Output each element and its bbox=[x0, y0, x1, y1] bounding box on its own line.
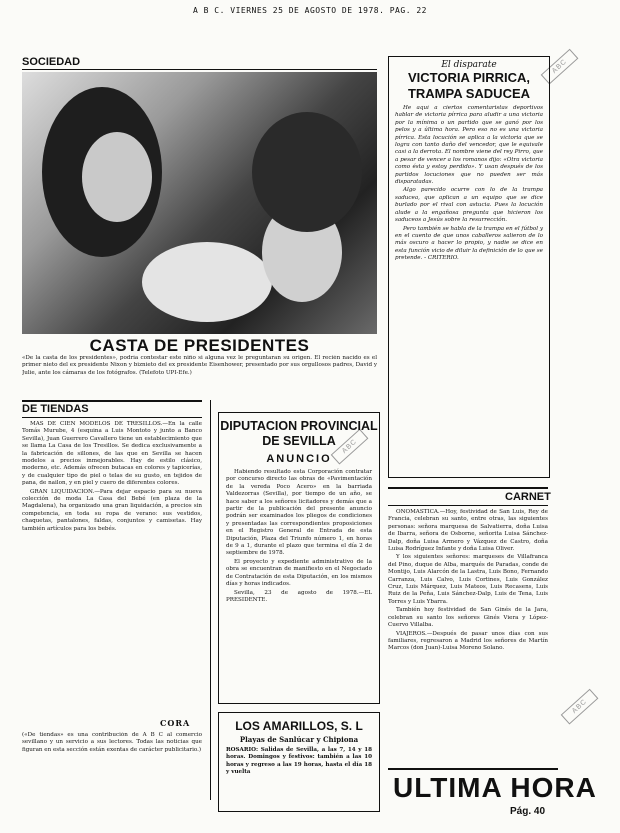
divider bbox=[388, 505, 548, 506]
photo-figure bbox=[142, 242, 272, 322]
paragraph: He aquí a ciertos comentaristas deportivos hablar de victoria pírrica para aludir a una victoria por la mínima o un partido que se ganó por los pelos y a última hora. Pero eso no es una victoria pírrica. Esta locución se aplica a la victoria que se logra con tanto daño del vencedor, que le equivale casi a la derrota. El nombre viene del rey Pirro, que a pesar de vencer a los romanos dijo: «Otra victoria como ésta y estoy perdido». Y usan después de los partidos locuciones que no pueden ser más disparatadas. bbox=[395, 105, 543, 186]
divider bbox=[22, 417, 202, 418]
amarillos-ad bbox=[218, 712, 380, 812]
page-header: A B C. VIERNES 25 DE AGOSTO DE 1978. PAG. 22 bbox=[193, 6, 427, 15]
ultima-hora-title: ULTIMA HORA bbox=[393, 772, 597, 803]
tiendas-body bbox=[22, 421, 202, 721]
section-label-sociedad: SOCIEDAD bbox=[22, 56, 81, 68]
photo-figure bbox=[82, 132, 152, 222]
disparate-title-1: VICTORIA PIRRICA, bbox=[407, 70, 531, 85]
anuncio-label: ANUNCIO bbox=[266, 453, 332, 465]
paragraph: GRAN LIQUIDACION.—Para dejar espacio para su nueva colección de moda La Casa del Bebé (en plaza de la Magdalena), ha organizado una gran liquidación, a precios sin competencia, en toda su ropa de verano: sus vestidos, chaquetas, pantalones, faldas, conjuntos y camisetas. Hay también artículos para los bebés. bbox=[22, 488, 202, 532]
paragraph: MAS DE CIEN MODELOS DE TRESILLOS.—En la calle Tomás Murube, 4 (esquina a Luis Montoto y junto a Banco Sevilla), Juan Guerrero Cavallero tiene un establecimiento que se llama La Casa de los Tresillos. Se dedica exclusivamente a la fabricación de sillones, de las que en Sevilla se hacen modelos a precios inmejorables. Hay de estilo clásico, moderno, etc. Además ofrecen butacas en colores y tapicerías, y de cualquier tipo de piel o telas de su gusto, en tejidos de pana, de nailon, y en piel y cuero de diferentes colores. bbox=[22, 421, 202, 487]
paragraph: Habiendo resultado esta Corporación contratar por concurso directo las obras de «Pavimentación de la vereda Poco Acero» en la barriada Valdezorras (Sevilla), por tiempo de un año, se hace saber a los señores licitadores y demás que a partir de la publicación del presente anuncio podrán ser examinados los pliegos de condiciones y presentadas las correspondientes proposiciones en el Registro General de Entrada de esta Diputación, Plaza del Triunfo número 1, en horas de 9 a 1, durante el plazo que termina el día 2 de septiembre de 1978. bbox=[226, 469, 372, 557]
news-photo bbox=[22, 72, 377, 334]
paragraph: El proyecto y expediente administrativo de la obra se encuentran de manifiesto en el Negociado de Contratación de esta Diputación, en los mismos días y horas indicados. bbox=[226, 558, 372, 588]
watermark-stamp: ABC bbox=[561, 688, 599, 724]
amarillos-body: ROSARIO: Salidas de Sevilla, a las 7, 14 y 18 horas. Domingos y festivos: también a las 10 horas y regreso a las 19 horas, hasta el día 18 y vuelta bbox=[226, 747, 372, 776]
photo-caption: «De la casta de los presidentes», podría contestar este niño si alguna vez le preguntaran su origen. El recién nacido es el primer nieto del ex presidente Nixon y biznieto del ex presidente Eisenhower, presentado por sus orgullosos padres, David y Julie, ante los cámaras de los fotógrafos. (Telefoto UPI-Efe.) bbox=[22, 355, 377, 376]
diputacion-ad bbox=[218, 412, 380, 704]
carnet-body bbox=[388, 509, 548, 809]
paragraph: Pero también se habla de la trampa en el fútbol y en el cuento de que unos caballeros salieron de lo más oscuro a hacer lo propio, y nadie se dice en esta función vicio de diluir la definición de lo que se pretende. - CRITERIO. bbox=[395, 225, 543, 262]
paragraph: Algo parecido ocurre con lo de la trampa saducea, que aplican a un equipo que se dice burlado por el rival con astucia. Pues la locución alude a la engañosa pregunta que hicieron los saduceos a Jesús sobre la resurrección. bbox=[395, 187, 543, 224]
disparate-kicker: El disparate bbox=[441, 60, 497, 70]
photo-title: CASTA DE PRESIDENTES bbox=[89, 336, 310, 355]
diputacion-title-2: DE SEVILLA bbox=[262, 434, 336, 448]
divider bbox=[388, 487, 548, 489]
paragraph: También hoy festividad de San Ginés de la Jara, celebran su santo los señores Ginés Viera y López-Cuervo Villalba. bbox=[388, 607, 548, 629]
divider bbox=[388, 768, 558, 770]
amarillos-title: LOS AMARILLOS, S. L bbox=[235, 719, 363, 733]
section-label-carnet: CARNET bbox=[505, 491, 551, 503]
photo-figure bbox=[252, 112, 362, 232]
watermark-stamp: ABC bbox=[541, 48, 579, 84]
divider bbox=[22, 400, 202, 402]
disparate-title-2: TRAMPA SADUCEA bbox=[407, 86, 531, 101]
diputacion-title-1: DIPUTACION PROVINCIAL bbox=[220, 419, 378, 433]
disparate-body bbox=[389, 105, 549, 465]
divider bbox=[22, 69, 377, 70]
diputacion-body bbox=[219, 465, 379, 669]
paragraph: ONOMASTICA.—Hoy, festividad de San Luis, Rey de Francia, celebran su santo, entre otras, las siguientes personas: señora marquesa de Salvatierra, doña Luisa de Ibarra, señora de Osborne, señorita Luisa Sánchez-Dalp, doña Luisa Armero y Vázquez de Castro, doña Luisa Rodríguez Infante y doña Luisa Oliver. bbox=[388, 509, 548, 553]
paragraph: Y los siguientes señores: marqueses de Villafranca del Pino, duque de Alba, marqués de Paradas, conde de Montijo, Luis Alarcón de la Lastra, Luis Bono, Fernando Carranza, Luis Calvo, Luis Cortines, Luis González Cruz, Luis Márquez, Luis Mateos, Luis Recasens, Luis Ruiz de la Peña, Luis Sánchez-Dalp, Luis de Tena, Luis Torres y Luis Ybarra. bbox=[388, 554, 548, 605]
amarillos-subtitle: Playas de Sanlúcar y Chipiona bbox=[239, 735, 359, 744]
watermark-stamp: ABC bbox=[331, 428, 369, 464]
tiendas-author: CORA bbox=[160, 718, 191, 728]
column-divider bbox=[210, 400, 211, 800]
ultima-hora-page: Pág. 40 bbox=[510, 806, 546, 817]
section-label-tiendas: DE TIENDAS bbox=[22, 403, 89, 415]
paragraph: VIAJEROS.—Después de pasar unos días con sus familiares, regresaron a Madrid los señores de Martín Marcos (don Juan)-Luisa Moreno Solano. bbox=[388, 630, 548, 652]
signature: Sevilla, 23 de agosto de 1978.—EL PRESIDENTE. bbox=[226, 589, 372, 603]
tiendas-note: («De tiendas» es una contribución de A B C al comercio sevillano y un servicio a sus lectores. Todas las noticias que figuran en esta sección están exentas de carácter publicitario.) bbox=[22, 732, 202, 753]
disparate-box bbox=[388, 56, 550, 478]
